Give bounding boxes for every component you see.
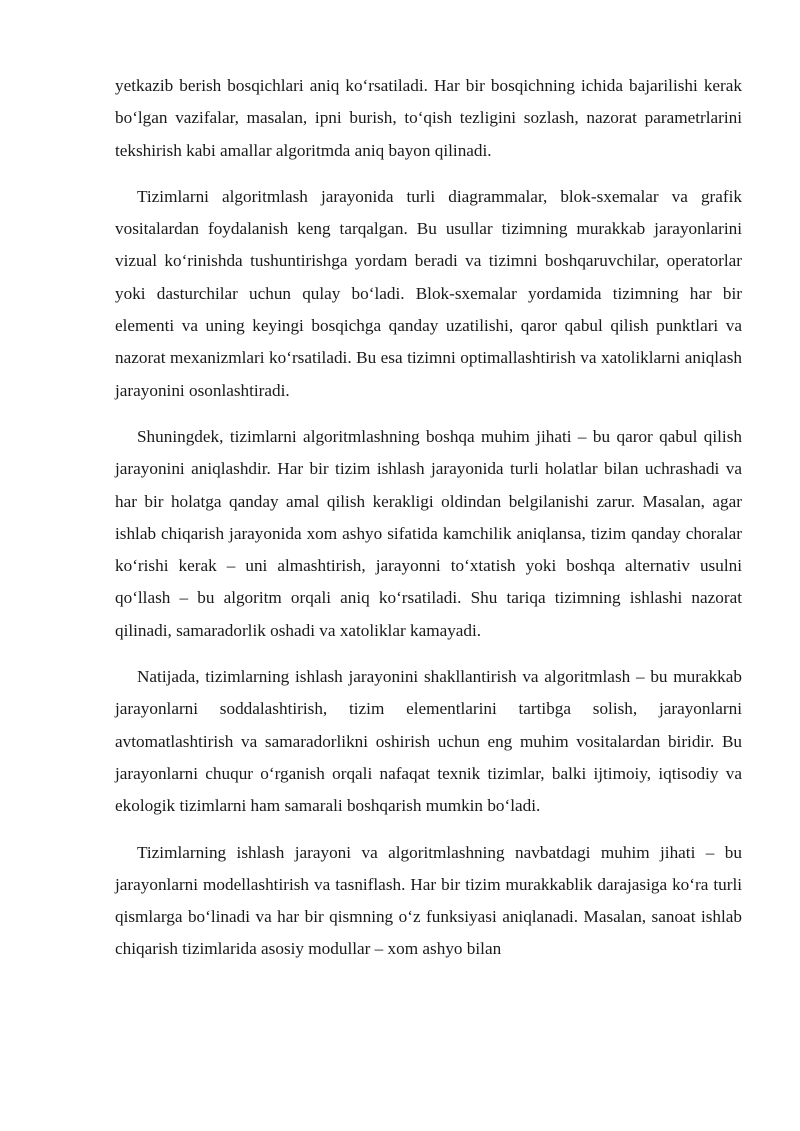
paragraph: Natijada, tizimlarning ishlash jarayonini shakllantirish va algoritmlash – bu murakkab jarayonlarni soddalashtirish, tizim elementlarini tartibga solish, jarayonlarni avtomatlashtirish va samaradorlikni oshirish uchun eng muhim vositalardan biridir. Bu jarayonlarni chuqur o‘rganish orqali nafaqat texnik tizimlar, balki ijtimoiy, iqtisodiy va ekologik tizimlarni ham samarali boshqarish mumkin bo‘ladi.: [115, 667, 742, 816]
paragraph: Tizimlarni algoritmlash jarayonida turli diagrammalar, blok-sxemalar va grafik vositalardan foydalanish keng tarqalgan. Bu usullar tizimning murakkab jarayonlarini vizual ko‘rinishda tushuntirishga yordam beradi va tizimni boshqaruvchilar, operatorlar yoki dasturchilar uchun qulay bo‘ladi. Blok-sxemalar yordamida tizimning har bir elementi va uning keyingi bosqichga qanday uzatilishi, qaror qabul qilish punktlari va nazorat mexanizmlari ko‘rsatiladi. Bu esa tizimni optimallashtirish va xatoliklarni aniqlash jarayonini osonlashtiradi.: [115, 186, 742, 400]
paragraph-continuation: yetkazib berish bosqichlari aniq ko‘rsatiladi. Har bir bosqichning ichida bajarilishi kerak bo‘lgan vazifalar, masalan, ipni burish, to‘qish tezligini sozlash, nazorat parametrlarini tekshirish kabi amallar algoritmda aniq bayon qilinadi.: [115, 76, 742, 160]
paragraph: Tizimlarning ishlash jarayoni va algoritmlashning navbatdagi muhim jihati – bu jarayonlarni modellashtirish va tasniflash. Har bir tizim murakkablik darajasiga ko‘ra turli qismlarga bo‘linadi va har bir qismning o‘z funksiyasi aniqlanadi. Masalan, sanoat ishlab chiqarish tizimlarida asosiy modullar – xom ashyo bilan: [115, 842, 742, 959]
body-text: [115, 70, 742, 980]
paragraph: Shuningdek, tizimlarni algoritmlashning boshqa muhim jihati – bu qaror qabul qilish jarayonini aniqlashdir. Har bir tizim ishlash jarayonida turli holatlar bilan uchrashadi va har bir holatga qanday amal qilish kerakligi oldindan belgilanishi zarur. Masalan, agar ishlab chiqarish jarayonida xom ashyo sifatida kamchilik aniqlansa, tizim qanday choralar ko‘rishi kerak – uni almashtirish, jarayonni to‘xtatish yoki boshqa alternativ usulni qo‘llash – bu algoritm orqali aniq ko‘rsatiladi. Shu tariqa tizimning ishlashi nazorat qilinadi, samaradorlik oshadi va xatoliklar kamayadi.: [115, 426, 742, 640]
